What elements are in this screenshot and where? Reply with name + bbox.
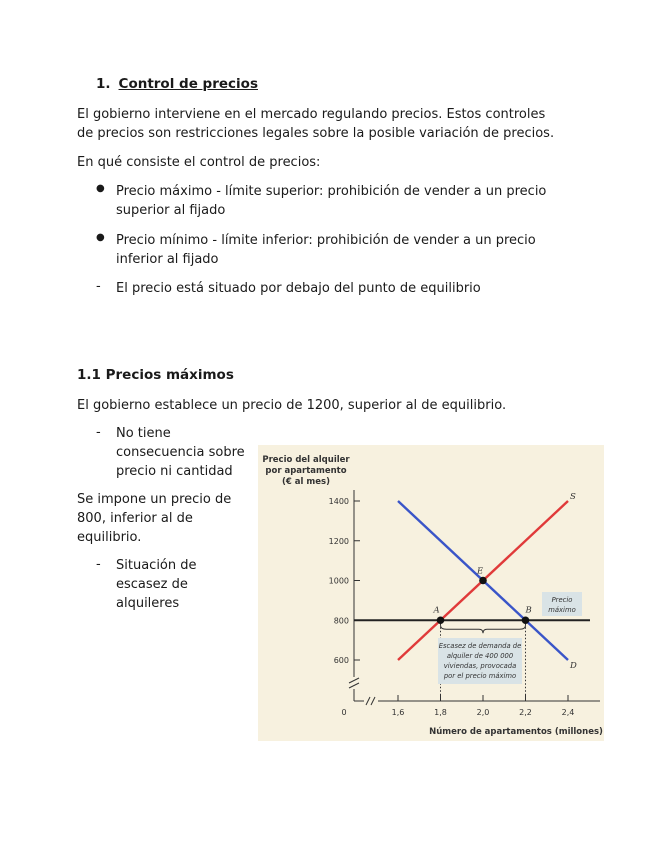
subsection-title: 1.1 Precios máximos [77, 367, 234, 383]
shortage-note-line: por el precio máximo [443, 672, 517, 680]
y-axis-label-line: Precio del alquiler [262, 455, 350, 465]
point-B [522, 616, 530, 624]
y-axis-label-line: por apartamento [265, 466, 347, 476]
y-tick-label: 1000 [328, 576, 349, 586]
point-label-E: E [477, 566, 484, 577]
dash-marker: - [96, 557, 101, 572]
shortage-note-line: alquiler de 400 000 [446, 652, 514, 660]
x-tick-label: 1,8 [434, 708, 447, 717]
dash-marker: - [96, 425, 101, 440]
x-tick-label: 2,0 [476, 708, 490, 717]
bullet-item-max: Precio máximo - límite superior: prohibición de vender a un precio superior al fijado [116, 184, 547, 218]
section-number: 1. [96, 76, 111, 92]
rent-control-chart [258, 445, 604, 741]
ceiling-paragraph: Se impone un precio de 800, inferior al de equilibrio. [77, 492, 232, 545]
x-tick-label: 2,4 [561, 708, 575, 717]
origin-label: 0 [341, 708, 347, 717]
x-tick-label: 1,6 [391, 708, 405, 717]
point-label-A: A [433, 605, 440, 616]
question-paragraph: En qué consiste el control de precios: [77, 155, 321, 170]
point-A [437, 616, 445, 624]
y-axis-label-line: (€ al mes) [282, 477, 330, 487]
x-tick-label: 2,2 [519, 708, 532, 717]
bullet-item-min: Precio mínimo - límite inferior: prohibición de vender a un precio inferior al fijado [116, 233, 536, 267]
intro-paragraph: El gobierno interviene en el mercado regulando precios. Estos controles de precios son restricciones legales sobre la posible variación de precios. [77, 107, 555, 141]
y-tick-label: 1200 [328, 536, 349, 546]
section-heading [96, 76, 258, 92]
dash-item: El precio está situado por debajo del punto de equilibrio [116, 281, 481, 296]
y-tick-label: 600 [333, 656, 349, 665]
demand-label: D [570, 661, 577, 671]
dash-item-no-consequence: No tiene consecuencia sobre precio ni cantidad [116, 426, 245, 479]
bullet-icon: ● [96, 232, 105, 243]
price-ceiling-label-line: máximo [548, 606, 576, 614]
x-axis-label: Número de apartamentos (millones) [429, 727, 603, 737]
shortage-note-line: Escasez de demanda de [438, 642, 522, 650]
shortage-brace [441, 625, 526, 633]
dash-item-shortage: Situación de escasez de alquileres [116, 558, 197, 611]
price-ceiling-label-line: Precio [551, 596, 573, 604]
section-title: Control de precios [118, 76, 258, 92]
bullet-icon: ● [96, 183, 105, 194]
dash-marker: - [96, 279, 101, 294]
x-axis-break-mark [366, 697, 375, 705]
supply-label: S [570, 492, 576, 502]
point-E [479, 577, 487, 585]
chart-svg [258, 445, 604, 741]
y-tick-label: 1400 [328, 497, 349, 506]
y-axis-break-mark [349, 678, 359, 688]
y-tick-label: 800 [333, 616, 349, 626]
subsection-intro: El gobierno establece un precio de 1200, superior al de equilibrio. [77, 398, 507, 413]
shortage-note-line: viviendas, provocada [443, 662, 517, 670]
point-label-B: B [525, 605, 532, 616]
